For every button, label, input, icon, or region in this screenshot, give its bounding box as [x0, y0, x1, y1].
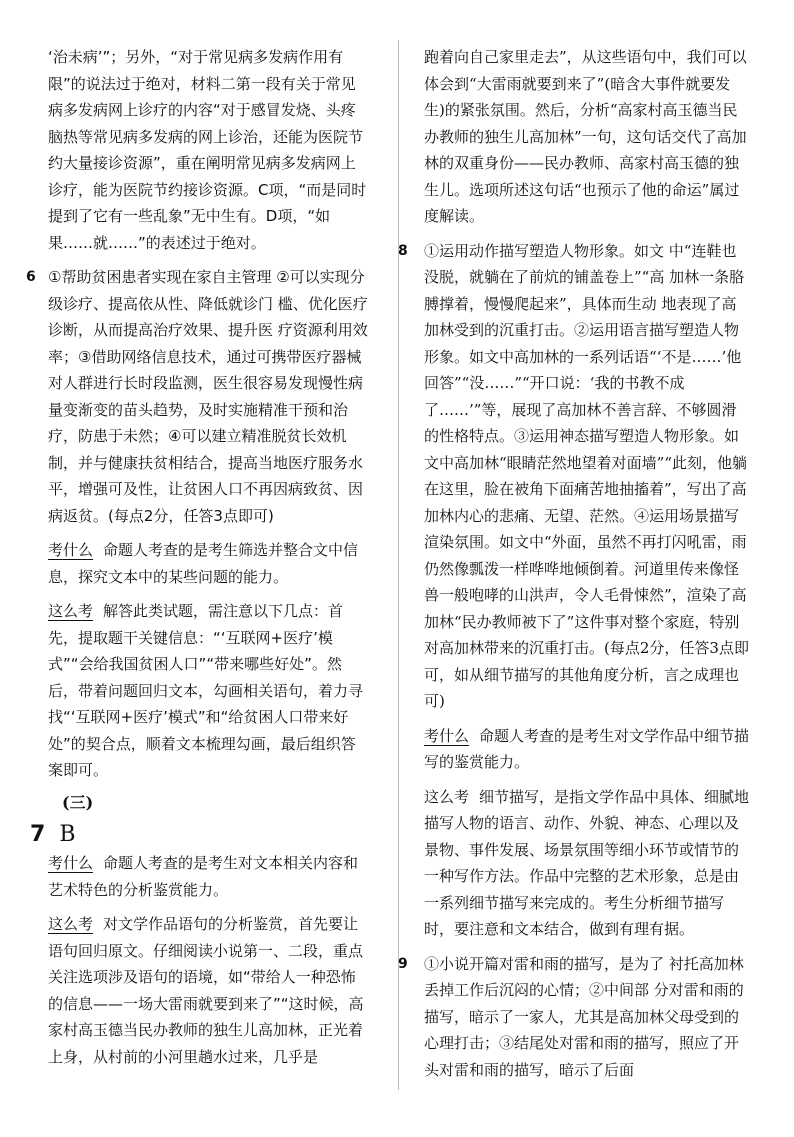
q5-answer-continuation: ‘治未病’”；另外，“对于常见病多发病作用有限”的说法过于绝对，材料二第一段有关于常见病多发病网上诊疗的内容“对于感冒发烧、头疼脑热等常见病多发病的网上诊治，还能为医院节约大量接诊资源”，重在阐明常见病多发病网上诊疗，能为医院节约接诊资源。C项，“而是同时提到了它有一些乱象”无中生有。D项，“如果……就……”的表述过于绝对。 — [48, 48, 367, 252]
question-7-kao — [48, 850, 370, 903]
section-heading: (三) — [62, 792, 94, 812]
question-8-zhe — [424, 784, 750, 943]
question-7-number: 7 — [30, 822, 46, 847]
q7-analysis-continuation: 跑着向自己家里走去”，从这些语句中，我们可以体会到“大雷雨就要到来了”(暗含大事件就要发生)的紧张氛围。然后，分析“高家村高玉德当民办教师的独生儿高加林”一句，这句话交代了高加林的双重身份——民办教师、高家村高玉德的独生儿。选项所述这句话“也预示了他的命运”属过度解读。 — [424, 48, 747, 225]
kao-label: 考什么 — [48, 541, 94, 559]
question-6-zhe — [48, 598, 370, 784]
kao-text: 命题人考查的是考生筛选并整合文中信息，探究文本中的某些问题的能力。 — [48, 541, 359, 586]
question-7-zhe — [48, 911, 370, 1070]
question-9-answer: ①小说开篇对雷和雨的描写，是为了 衬托高加林丢掉工作后沉闷的心情；②中间部 分对雷和雨的描写，暗示了一家人，尤其是高加林父母受到的心理打击；③结尾处对雷和雨的描写，照应了开头对雷和雨的描写，暗示了后面 — [424, 954, 744, 1079]
question-6 — [26, 264, 370, 529]
question-6-kao — [48, 537, 370, 590]
kao-label: 考什么 — [424, 726, 470, 745]
zhe-text: 解答此类试题，需注意以下几点：首先，提取题干关键信息：“‘互联网+医疗’模式”“会给我国贫困人口”“带来哪些好处”。然后，带着问题回归文本，勾画相关语句，着力寻找“‘互联网+医疗’模式”和“给贫困人口带来好处”的契合点，顺着文本梳理勾画，最后组织答案即可。 — [48, 602, 364, 779]
question-9-number: 9 — [398, 955, 408, 972]
zhe-label: 这么考 — [48, 915, 94, 933]
zhe-text: 细节描写，是指文学作品中具体、细腻地描写人物的语言、动作、外貌、神态、心理以及景物、事件发展、场景氛围等细小环节或情节的一种写作方法。作品中完整的艺术形象，总是由一系列细节描写来完成的。考生分析细节描写时，要注意和文本结合，做到有理有据。 — [424, 787, 750, 938]
question-6-number: 6 — [26, 269, 36, 285]
kao-text: 命题人考查的是考生对文学作品中细节描写的鉴赏能力。 — [424, 726, 750, 771]
question-7-header — [30, 820, 370, 850]
left-column — [26, 44, 370, 1070]
question-8-answer: ①运用动作描写塑造人物形象。如文 中“连鞋也没脱，就躺在了前炕的铺盖卷上”“高 加林一条胳膊撑着，慢慢爬起来”，具体而生动 地表现了高加林受到的沉重打击。②运用语言描写塑造人物形象。如文中高加林的一系列话语“‘不是……’他回答”“没……”“开口说：‘我的书教不成了……’”等，展现了高加林不善言辞、不够圆滑的性格特点。③运用神态描写塑造人物形象。如文中高加林“眼睛茫然地望着对面墙”“此刻，他躺在这里，脸在被角下面痛苦地抽搐着”，写出了高加林内心的悲痛、无望、茫然。④运用场景描写渲染氛围。如文中“外面，虽然不再打闪吼雷，雨仍然像瓢泼一样哗哗地倾倒着。河道里传来像怪兽一般咆哮的山洪声，令人毛骨悚然”，渲染了高加林“民办教师被下了”这件事对整个家庭，特别对高加林带来的沉重打击。(每点2分，任答3点即可，如从细节描写的其他角度分析，言之成理也可) — [424, 241, 749, 710]
question-8-kao — [424, 723, 750, 776]
zhe-label: 这么考 — [48, 602, 94, 620]
right-column — [398, 44, 750, 1083]
question-8 — [398, 238, 750, 715]
question-6-answer: ①帮助贫困患者实现在家自主管理 ②可以实现分级诊疗、提高依从性、降低就诊门 槛、优化医疗诊断，从而提高治疗效果、提升医 疗资源利用效率；③借助网络信息技术，通过可携带医疗器械对人群进行长时段监测，医生很容易发现慢性病量变渐变的苗头趋势，及时实施精准干预和治疗，防患于未然；④可以建立精准脱贫长效机制，并与健康扶贫相结合，提高当地医疗服务水平，增强可及性，让贫困人口不再因病致贫、因病返贫。(每点2分，任答3点即可) — [48, 268, 368, 525]
question-7-answer: B — [59, 822, 76, 847]
zhe-text: 对文学作品语句的分析鉴赏，首先要让语句回归原文。仔细阅读小说第一、二段，重点关注选项涉及语句的语境，如“带给人一种恐怖的信息——一场大雷雨就要到来了”“这时候，高家村高玉德当民办教师的独生儿高加林，正光着上身，从村前的小河里趟水过来，几乎是 — [48, 915, 364, 1066]
kao-label: 考什么 — [48, 854, 94, 872]
question-8-number: 8 — [398, 242, 408, 259]
kao-text: 命题人考查的是考生对文本相关内容和艺术特色的分析鉴赏能力。 — [48, 854, 359, 899]
column-divider — [398, 40, 399, 1090]
question-9 — [398, 951, 750, 1084]
zhe-label: 这么考 — [424, 787, 470, 806]
